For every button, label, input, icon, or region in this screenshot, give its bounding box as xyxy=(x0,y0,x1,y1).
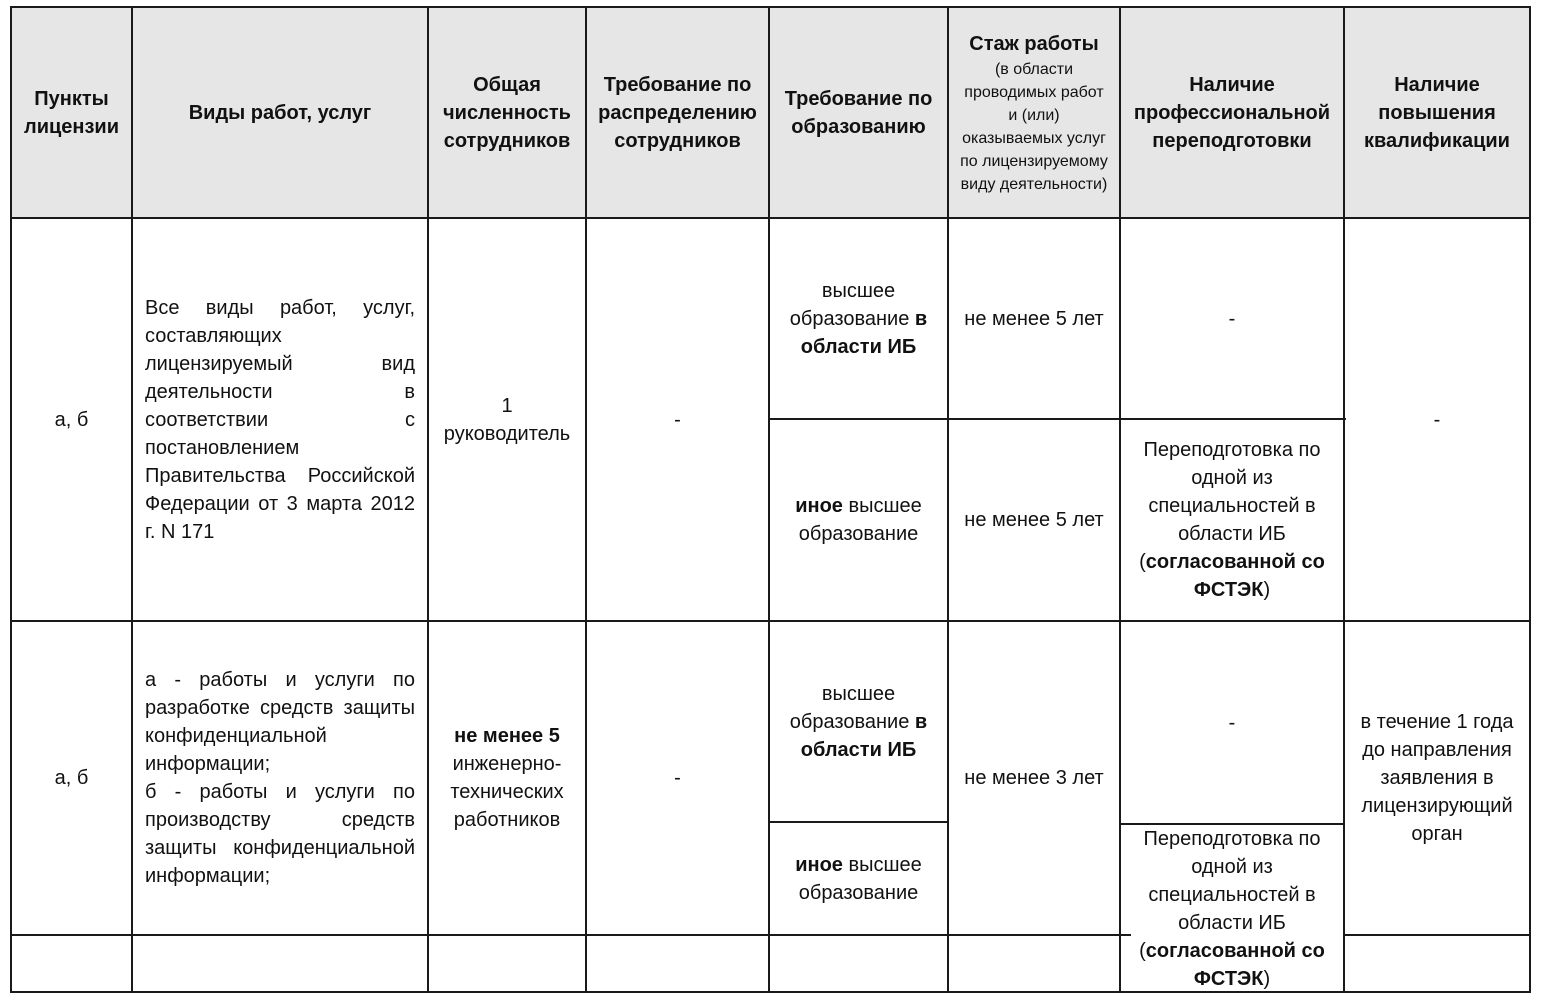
row1-work-types: Все виды работ, услуг, составляющих лицензируемый вид деятельности в соответствии с постановлением Правительства Российской Федерации от 3 марта 2012 г. N 171 xyxy=(145,296,415,543)
row1-qualification-upgrade: - xyxy=(1433,408,1441,431)
header-work-experience: Стаж работы (в области проводимых работ и (или) оказываемых услуг по лицензируемому виду деятельности) xyxy=(949,8,1119,217)
row2-work-types xyxy=(133,622,427,934)
row1-staff-distribution: - xyxy=(674,408,681,431)
header-work-experience-note: (в области проводимых работ и (или) оказываемых услуг по лицензируемому виду деятельности) xyxy=(960,60,1108,193)
row2-work-item-a: а - работы и услуги по разработке средств защиты конфиденциальной информации; xyxy=(145,669,415,775)
row2-qualification-upgrade: в течение 1 года до направления заявления в лицензирующий орган xyxy=(1360,711,1514,845)
row2-work-item-b: б - работы и услуги по производству средств защиты конфиденциальной информации; xyxy=(145,781,415,887)
header-work-types: Виды работ, услуг xyxy=(188,101,372,124)
header-education-requirement: Требование по образованию xyxy=(784,87,933,138)
row2-bottom-border xyxy=(10,934,1131,936)
header-total-staff: Общая численность сотрудников xyxy=(443,73,571,152)
row1-education-other: иное высшее образование xyxy=(795,495,922,545)
row2-retraining-other: Переподготовка по одной из специальностей в области ИБ (согласованной со ФСТЭК) xyxy=(1139,828,1325,990)
row1-total-staff: 1 руководитель xyxy=(443,394,571,445)
row2-retraining-ib: - xyxy=(1228,711,1236,734)
header-staff-distribution: Требование по распределению сотрудников xyxy=(598,73,757,152)
row1-retraining-ib: - xyxy=(1228,307,1236,330)
row2-education-ib: высшее образование в области ИБ xyxy=(789,682,928,761)
row2-education-other: иное высшее образование xyxy=(795,853,922,904)
row1-retraining-other: Переподготовка по одной из специальностей в области ИБ (согласованной со ФСТЭК) xyxy=(1139,439,1325,601)
row2-total-staff: не менее 5 инженерно-технических работников xyxy=(450,725,564,831)
table-border-right xyxy=(1529,6,1531,993)
row1-experience-ib: не менее 5 лет xyxy=(964,307,1104,330)
row1-license-points: а, б xyxy=(54,408,89,431)
row2-experience: не менее 3 лет xyxy=(964,767,1104,789)
header-professional-retraining: Наличие профессиональной переподготовки xyxy=(1133,73,1331,152)
row2-license-points: а, б xyxy=(54,767,89,789)
row1-experience-other: не менее 5 лет xyxy=(964,509,1104,531)
header-qualification-upgrade: Наличие повышения квалификации xyxy=(1364,73,1510,152)
row2-staff-distribution: - xyxy=(674,767,681,789)
row2-bottom-border-right xyxy=(1345,934,1531,936)
header-license-points: Пункты лицензии xyxy=(23,87,120,138)
row1-education-ib: высшее образование в области ИБ xyxy=(789,279,928,358)
